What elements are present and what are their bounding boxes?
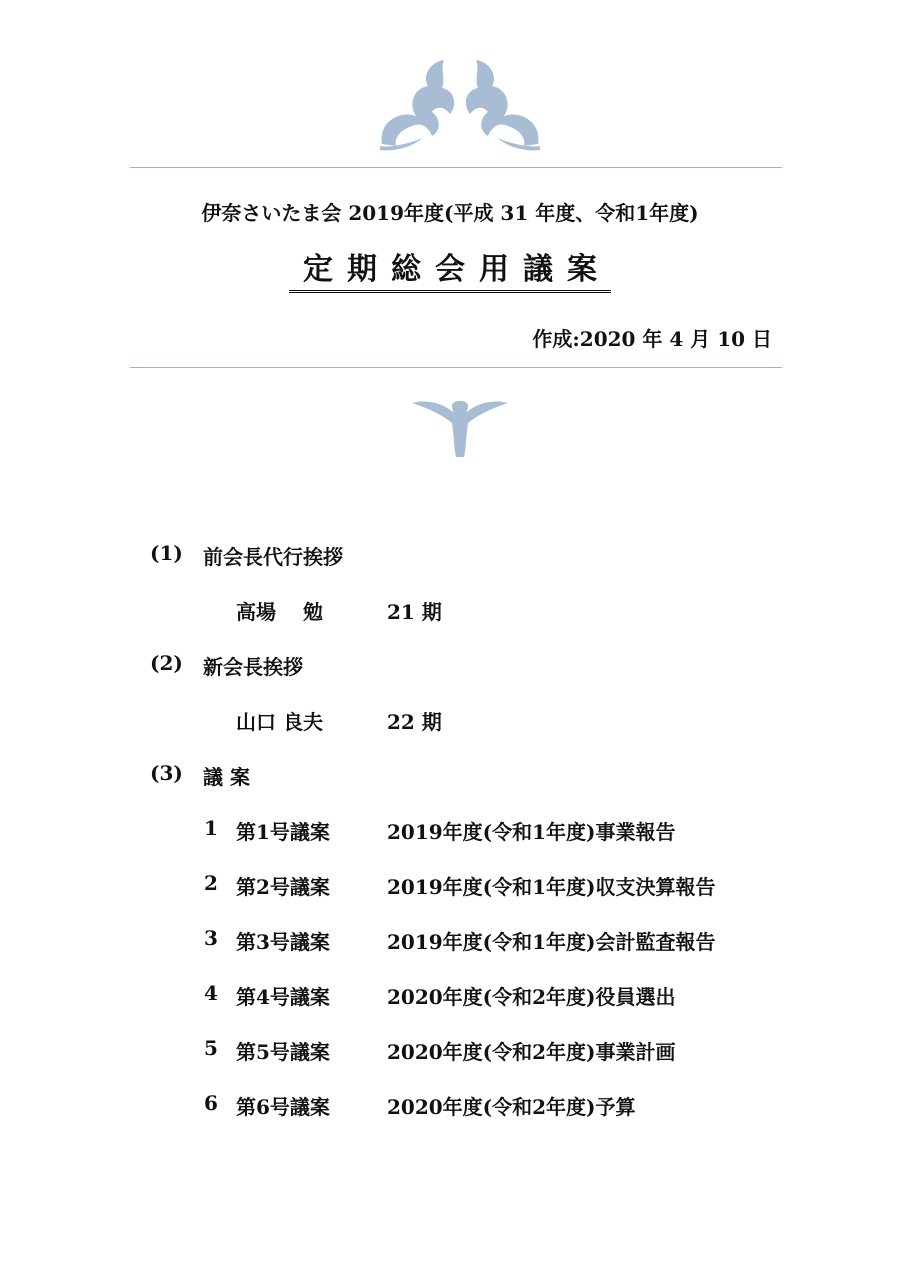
agenda-item-1-number: 1	[204, 816, 218, 840]
agenda-item-3-number: 3	[204, 926, 218, 950]
agenda-item-6-label: 第6号議案	[236, 1095, 330, 1119]
title-container	[0, 252, 900, 293]
section-2-person-term: 22 期	[387, 710, 442, 734]
agenda-item-4-text: 2020年度(令和2年度)役員選出	[387, 985, 676, 1009]
agenda-item-3-label: 第3号議案	[236, 930, 330, 954]
agenda-item-4-label: 第4号議案	[236, 985, 330, 1009]
section-1-heading: 前会長代行挨拶	[203, 545, 343, 569]
section-3-heading: 議 案	[203, 765, 250, 789]
top-divider	[130, 167, 782, 168]
document-subtitle: 伊奈さいたま会 2019年度(平成 31 年度、令和1年度)	[201, 201, 699, 225]
agenda-item-1-label: 第1号議案	[236, 820, 330, 844]
agenda-item-6-text: 2020年度(令和2年度)予算	[387, 1095, 636, 1119]
section-3-number: (3)	[150, 761, 183, 785]
document-title: 定期総会用議案	[289, 252, 611, 293]
agenda-item-6-number: 6	[204, 1091, 218, 1115]
section-1-person-name: 高場 勉	[236, 600, 323, 624]
agenda-item-5-number: 5	[204, 1036, 218, 1060]
section-2-person-name: 山口 良夫	[236, 710, 323, 734]
agenda-item-3-text: 2019年度(令和1年度)会計監査報告	[387, 930, 716, 954]
section-1-number: (1)	[150, 541, 183, 565]
created-date: 作成:2020 年 4 月 10 日	[532, 327, 772, 351]
section-2-number: (2)	[150, 651, 183, 675]
agenda-item-5-text: 2020年度(令和2年度)事業計画	[387, 1040, 676, 1064]
agenda-item-1-text: 2019年度(令和1年度)事業報告	[387, 820, 676, 844]
section-1-person-term: 21 期	[387, 600, 442, 624]
bottom-ornament-icon	[410, 397, 510, 461]
agenda-item-2-number: 2	[204, 871, 218, 895]
agenda-item-5-label: 第5号議案	[236, 1040, 330, 1064]
agenda-item-4-number: 4	[204, 981, 218, 1005]
bottom-divider	[130, 367, 782, 368]
agenda-item-2-label: 第2号議案	[236, 875, 330, 899]
agenda-item-2-text: 2019年度(令和1年度)収支決算報告	[387, 875, 716, 899]
section-2-heading: 新会長挨拶	[203, 655, 303, 679]
top-ornament-icon	[370, 52, 550, 152]
